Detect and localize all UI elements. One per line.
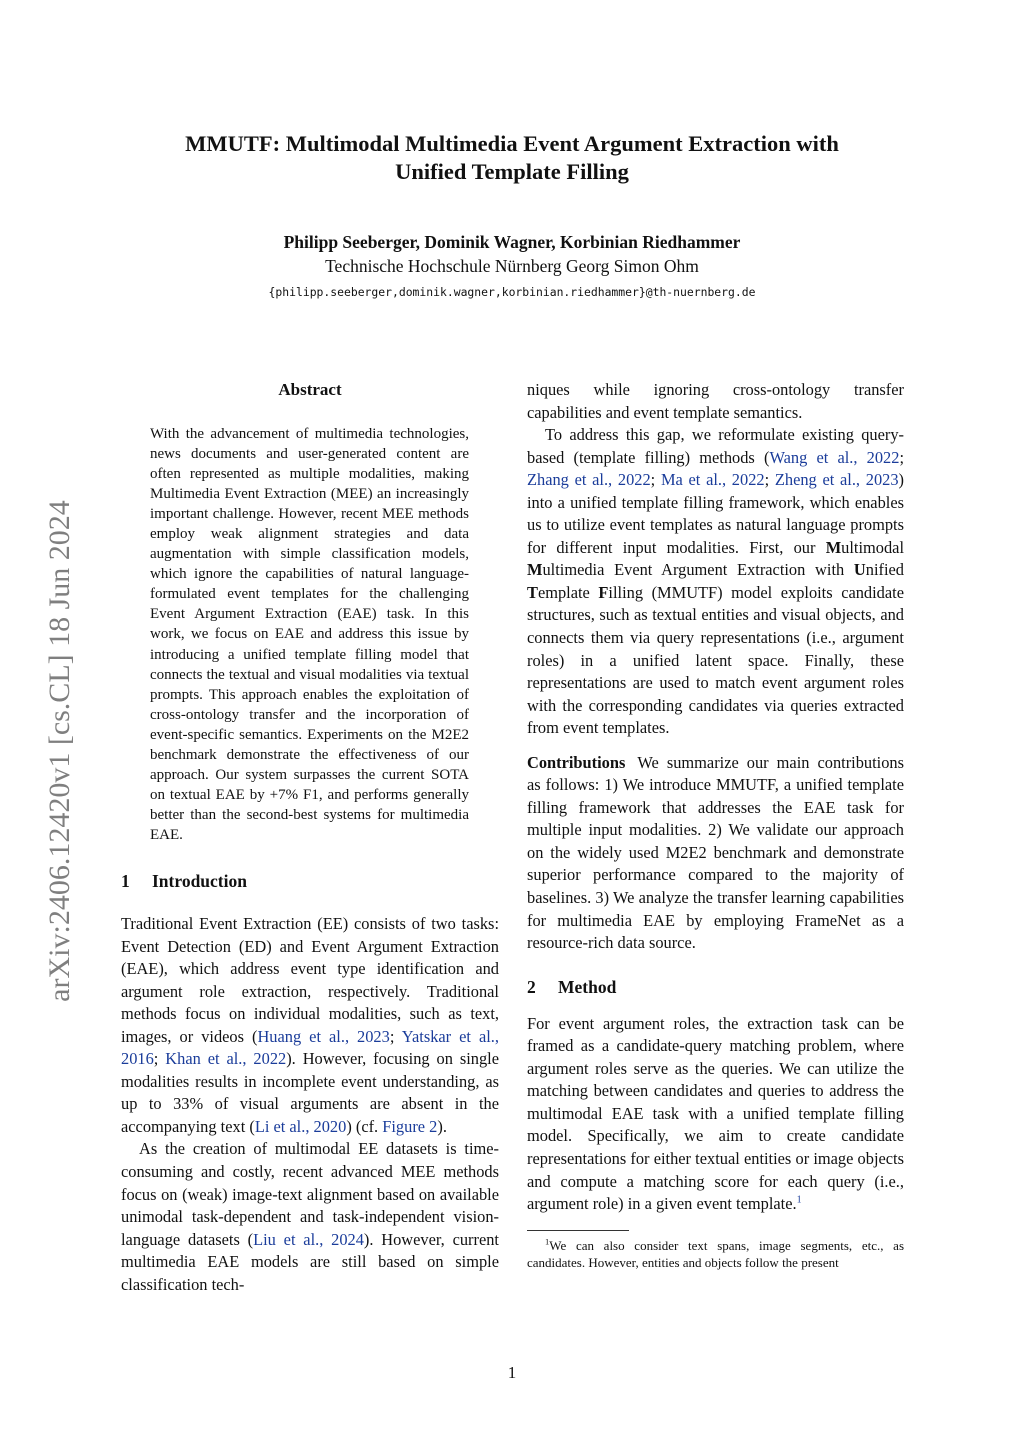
contributions-paragraph	[527, 752, 904, 955]
email-address: {philipp.seeberger,dominik.wagner,korbinian.riedhammer}@th-nuernberg.de	[268, 285, 756, 299]
section-heading-introduction	[121, 869, 499, 893]
text-run: nified	[865, 560, 904, 580]
intro-paragraph-2	[121, 1138, 499, 1296]
citation-link[interactable]: Liu et al., 2024	[253, 1229, 364, 1249]
title-line-1: MMUTF: Multimodal Multimedia Event Argument Extraction with	[185, 131, 839, 156]
text-run: ;	[650, 470, 661, 490]
text-run: illing (MMUTF) model exploits candidate structures, such as textual entities and visual objects, and connects them via query representations (i.e., argument roles) in a unified latent space. Finally, these representations are used to match event argument roles with the corresponding candidates via queries extracted from event templates.	[527, 582, 904, 738]
acronym-letter: T	[527, 582, 538, 602]
method-paragraph-1	[527, 1013, 904, 1216]
citation-link[interactable]: Khan et al., 2022	[165, 1049, 287, 1069]
section-title: Introduction	[152, 870, 247, 891]
affiliation: Technische Hochschule Nürnberg Georg Simon Ohm	[325, 256, 699, 276]
section-heading-method	[527, 975, 904, 999]
abstract-heading: Abstract	[278, 380, 342, 399]
right-column	[527, 379, 904, 1271]
text-run: ) into a unified template filling framework, which enables us to utilize event templates as natural language prompts for different input modalities. First, our	[527, 470, 905, 557]
footnote-divider	[527, 1230, 629, 1231]
left-column	[121, 376, 499, 1296]
text-run: ;	[899, 447, 905, 467]
citation-link[interactable]: Zheng et al., 2023	[774, 470, 899, 490]
text-run: ultimodal	[841, 537, 904, 557]
section-number: 2	[527, 976, 536, 997]
footnote-1	[527, 1237, 904, 1271]
contributions-heading: Contributions	[527, 752, 626, 772]
citation-link[interactable]: Ma et al., 2022	[660, 470, 765, 490]
text-run: We summarize our main contributions as follows: 1) We introduce MMUTF, a unified template filling framework that addresses the EAE task for multiple input modalities. 2) We validate our approach on the widely used M2E2 benchmark and demonstrate superior performance compared to the majority of baselines. 3) We analyze the transfer learning capabilities for multimedia EAE by employing FrameNet as a resource-rich data source.	[527, 752, 904, 953]
acronym-letter: M	[527, 560, 543, 580]
text-run: ultimedia Event Argument Extraction with	[542, 560, 854, 580]
text-run: ). However, current multimedia EAE models are still based on simple classification tech-	[121, 1229, 499, 1294]
acronym-letter: F	[598, 582, 609, 602]
intro-paragraph-1	[121, 913, 499, 1138]
citation-link[interactable]: Zhang et al., 2022	[527, 470, 651, 490]
text-run: As the creation of multimodal EE datasets is time-consuming and costly, recent advanced MEE methods focus on (weak) image-text alignment based on available unimodal task-dependent and task-independent vision-language datasets (	[121, 1139, 499, 1249]
citation-link[interactable]: Huang et al., 2023	[257, 1026, 390, 1046]
page-number: 1	[507, 1363, 517, 1382]
text-run: For event argument roles, the extraction task can be framed as a candidate-query matching problem, where argument roles serve as the queries. We can utilize the matching between candidates and queries to address the multimodal EAE task with a unified template filling model. Specifically, we aim to create candidate representations for either textual entities or image objects and compute a matching score for each query (i.e., argument role) in a given event template.	[527, 1013, 904, 1214]
citation-link[interactable]: Li et al., 2020	[254, 1116, 347, 1136]
intro-paragraph-2-continued: niques while ignoring cross-ontology transfer capabilities and event template semantics.	[527, 380, 904, 422]
section-title: Method	[558, 976, 617, 997]
abstract-body: With the advancement of multimedia technologies, news documents and user-generated content are often represented as multiple modalities, making Multimedia Event Extraction (MEE) an increasingly important challenge. However, recent MEE methods employ weak alignment strategies and data augmentation with simple classification models, which ignore the capabilities of natural language-formulated event templates for the challenging Event Argument Extraction (EAE) task. In this work, we focus on EAE and address this issue by introducing a unified template filling model that connects the textual and visual modalities via textual prompts. This approach enables the exploitation of cross-ontology transfer and the incorporation of event-specific semantics. Experiments on the M2E2 benchmark demonstrate the effectiveness of our approach. Our system surpasses the current SOTA on textual EAE by +7% F1, and performs generally better than the second-best systems for multimedia EAE.	[150, 426, 469, 843]
text-run: ;	[153, 1049, 166, 1069]
text-run: Traditional Event Extraction (EE) consists of two tasks: Event Detection (ED) and Event Argument Extraction (EAE), which address event type identification and argument role extraction, respectively. Traditional methods focus on individual modalities, such as text, images, or videos (	[121, 913, 499, 1046]
text-run: ).	[437, 1116, 447, 1136]
text-run: ;	[764, 470, 775, 490]
text-run: ;	[389, 1026, 402, 1046]
paper-title	[100, 130, 924, 186]
text-run: To address this gap, we reformulate existing query-based (template filling) methods (	[527, 425, 904, 467]
acronym-letter: M	[825, 537, 842, 557]
text-run: ). However, focusing on single modalities results in incomplete event understanding, as up to 33% of visual arguments are absent in the accompanying text (	[121, 1049, 500, 1136]
section-number: 1	[121, 870, 130, 891]
footnote-text: We can also consider text spans, image segments, etc., as candidates. However, entities and objects follow the present	[527, 1237, 904, 1270]
citation-link[interactable]: Yatskar et al., 2016	[121, 1026, 499, 1069]
citation-link[interactable]: Wang et al., 2022	[769, 447, 900, 467]
footnote-marker: 1	[545, 1236, 550, 1247]
title-line-2: Unified Template Filling	[395, 159, 629, 184]
acronym-letter: U	[853, 560, 866, 580]
intro-paragraph-3	[527, 424, 904, 740]
author-list: Philipp Seeberger, Dominik Wagner, Korbinian Riedhammer	[283, 232, 741, 252]
text-run: ) (cf.	[346, 1116, 383, 1136]
arxiv-stamp: arXiv:2406.12420v1 [cs.CL] 18 Jun 2024	[43, 500, 76, 1002]
footnote-marker-link[interactable]: 1	[796, 1194, 802, 1206]
text-run: emplate	[537, 582, 599, 602]
figure-reference-link[interactable]: Figure 2	[382, 1116, 438, 1136]
